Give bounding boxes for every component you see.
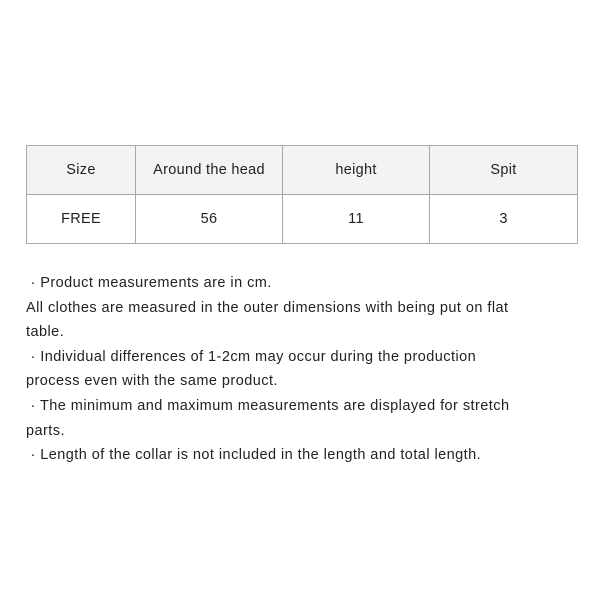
table-header-row [27,146,578,195]
cell-spit: 3 [430,195,578,244]
header-around-the-head: Around the head [136,146,283,195]
measurement-notes [26,271,586,468]
header-size: Size [27,146,136,195]
size-table [26,145,578,244]
note-line: table. [26,324,65,341]
cell-around-the-head: 56 [136,195,283,244]
note-line: · The minimum and maximum measurements are displayed for stretch [26,397,510,414]
cell-height: 11 [283,195,430,244]
header-height: height [283,146,430,195]
note-line: process even with the same product. [26,373,278,390]
note-line: All clothes are measured in the outer dimensions with being put on flat [26,299,509,316]
table-row [27,195,578,244]
header-spit: Spit [430,146,578,195]
note-line: · Length of the collar is not included in the length and total length. [26,447,482,464]
note-line: · Individual differences of 1-2cm may occur during the production [26,348,477,365]
note-line: parts. [26,422,65,439]
note-line: · Product measurements are in cm. [26,275,272,291]
cell-size: FREE [27,195,136,244]
